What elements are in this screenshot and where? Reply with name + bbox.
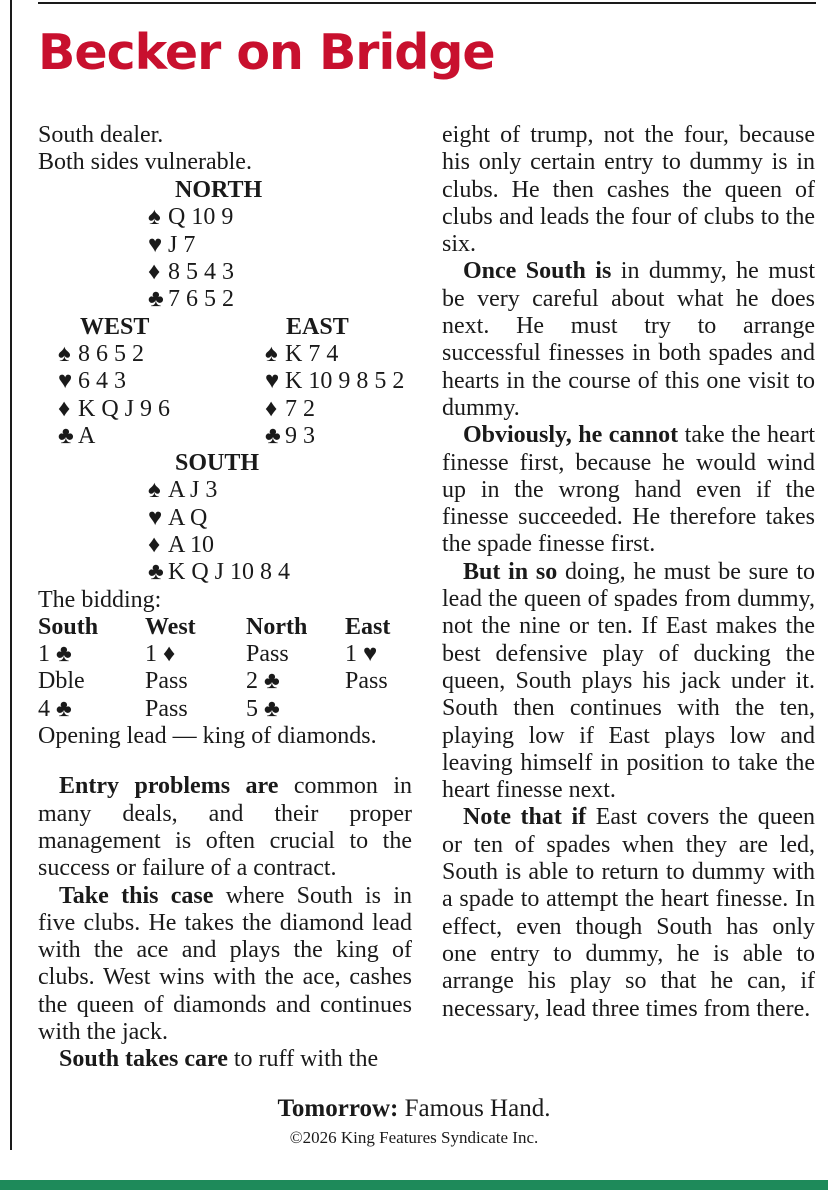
club-icon: ♣ [148, 558, 164, 585]
left-column [38, 122, 412, 1074]
article-paragraph-continued: eight of trump, not the four, because his only certain entry to dummy is in clubs. He then cashes the queen of clubs and leads the four of clubs to the six. [442, 122, 815, 258]
bidding-header: South [38, 613, 99, 640]
south-diamonds: ♦ A 10 [148, 531, 215, 558]
east-clubs: ♣ 9 3 [265, 422, 315, 449]
article-paragraph: South takes care to ruff with the [59, 1046, 379, 1073]
club-icon: ♣ [58, 422, 74, 449]
north-clubs: ♣ 7 6 5 2 [148, 285, 234, 312]
bid-cell: 1 ♦ [145, 641, 176, 668]
column-title: Becker on Bridge [38, 24, 495, 81]
heart-icon: ♥ [265, 367, 280, 394]
left-column-rule [10, 0, 12, 1150]
north-spades: ♠ Q 10 9 [148, 203, 234, 230]
bid-cell: 2 ♣ [246, 668, 280, 695]
spade-icon: ♠ [148, 203, 161, 230]
east-hearts: ♥ K 10 9 8 5 2 [265, 367, 405, 394]
article-paragraph: But in so doing, he must be sure to lead the queen of spades from dummy, not the nine or ten. If East makes the best defensive play of ducking the queen, South plays his jack under it. South then continues with the ten, playing low if East plays low and leaving himself in position to take the heart finesse next. [442, 558, 815, 804]
bidding-header-row [38, 614, 390, 641]
bid-cell: Pass [145, 668, 188, 695]
bid-cell: Pass [345, 668, 388, 695]
bidding-table [38, 614, 390, 723]
paragraph-lead: But in so [463, 558, 558, 585]
east-diamonds: ♦ 7 2 [265, 395, 315, 422]
paragraph-lead: Take this case [59, 882, 214, 909]
article-paragraph: Obviously, he cannot take the heart finesse first, because he would wind up in the wrong hand even if the finesse succeeded. He therefore takes the spade finesse first. [442, 422, 815, 558]
heart-icon: ♥ [148, 504, 163, 531]
spade-icon: ♠ [265, 340, 278, 367]
north-diamonds: ♦ 8 5 4 3 [148, 258, 234, 285]
bid-cell: 5 ♣ [246, 695, 280, 722]
diamond-icon: ♦ [58, 395, 71, 422]
paragraph-lead: Obviously, he cannot [463, 422, 679, 449]
south-spades: ♠ A J 3 [148, 476, 218, 503]
bidding-row [38, 696, 390, 723]
article-paragraph: Entry problems are common in many deals, and their proper management is often crucial to the success or failure of a contract. [38, 773, 412, 882]
article-paragraph: Note that if East covers the queen or ten of spades when they are led, South is able to return to dummy with a spade to attempt the heart finesse. In effect, even though South has only one entry to dummy, he is able to arrange his play so that he can, if necessary, lead three times from there. [442, 804, 815, 1022]
south-hearts: ♥ A Q [148, 504, 208, 531]
south-label: SOUTH [175, 449, 260, 476]
top-rule [38, 2, 816, 4]
bidding-row [38, 668, 390, 695]
diamond-icon: ♦ [148, 531, 161, 558]
east-label: EAST [286, 313, 349, 340]
spade-icon: ♠ [58, 340, 71, 367]
article-paragraph: Once South is in dummy, he must be very careful about what he does next. He must try to arrange successful finesses in both spades and hearts in the course of this one visit to dummy. [442, 258, 815, 421]
bidding-row [38, 641, 390, 668]
bottom-color-bar [0, 1180, 828, 1190]
right-column [442, 122, 815, 1023]
bid-cell: Pass [246, 641, 289, 668]
opening-lead: Opening lead — king of diamonds. [38, 723, 377, 750]
west-diamonds: ♦ K Q J 9 6 [58, 395, 171, 422]
bid-cell: Pass [145, 695, 188, 722]
spade-icon: ♠ [148, 476, 161, 503]
paragraph-lead: Once South is [463, 258, 612, 285]
tomorrow-text: Famous Hand. [398, 1095, 551, 1122]
copyright: ©2026 King Features Syndicate Inc. [289, 1128, 539, 1147]
bid-cell: 1 ♥ [345, 641, 378, 668]
paragraph-lead: South takes care [59, 1046, 228, 1073]
south-clubs: ♣ K Q J 10 8 4 [148, 558, 291, 585]
vulnerability-line: Both sides vulnerable. [38, 149, 252, 176]
club-icon: ♣ [148, 285, 164, 312]
bid-cell: Dble [38, 668, 85, 695]
diamond-icon: ♦ [265, 395, 278, 422]
east-spades: ♠ K 7 4 [265, 340, 339, 367]
tomorrow-teaser [0, 1094, 828, 1124]
north-hearts: ♥ J 7 [148, 231, 196, 258]
article-paragraph: Take this case where South is in five clubs. He takes the diamond lead with the ace and plays the king of clubs. West wins with the ace, cashes the queen of diamonds and continues with the jack. [38, 882, 412, 1046]
north-label: NORTH [175, 176, 263, 203]
tomorrow-label: Tomorrow: [277, 1095, 399, 1122]
heart-icon: ♥ [148, 231, 163, 258]
heart-icon: ♥ [58, 367, 73, 394]
deal-diagram [38, 176, 412, 585]
west-spades: ♠ 8 6 5 2 [58, 340, 144, 367]
bidding-header: West [145, 613, 196, 640]
bid-cell [345, 696, 390, 723]
paragraph-lead: Entry problems are [59, 773, 279, 800]
paragraph-lead: Note that if [463, 804, 587, 831]
club-icon: ♣ [265, 422, 281, 449]
diamond-icon: ♦ [148, 258, 161, 285]
bidding-header: East [345, 613, 391, 640]
west-hearts: ♥ 6 4 3 [58, 367, 126, 394]
bid-cell: 4 ♣ [38, 695, 72, 722]
dealer-line: South dealer. [38, 122, 164, 148]
bidding-title: The bidding: [38, 586, 162, 613]
bidding-header: North [246, 613, 308, 640]
west-label: WEST [80, 313, 150, 340]
west-clubs: ♣ A [58, 422, 96, 449]
bid-cell: 1 ♣ [38, 641, 72, 668]
